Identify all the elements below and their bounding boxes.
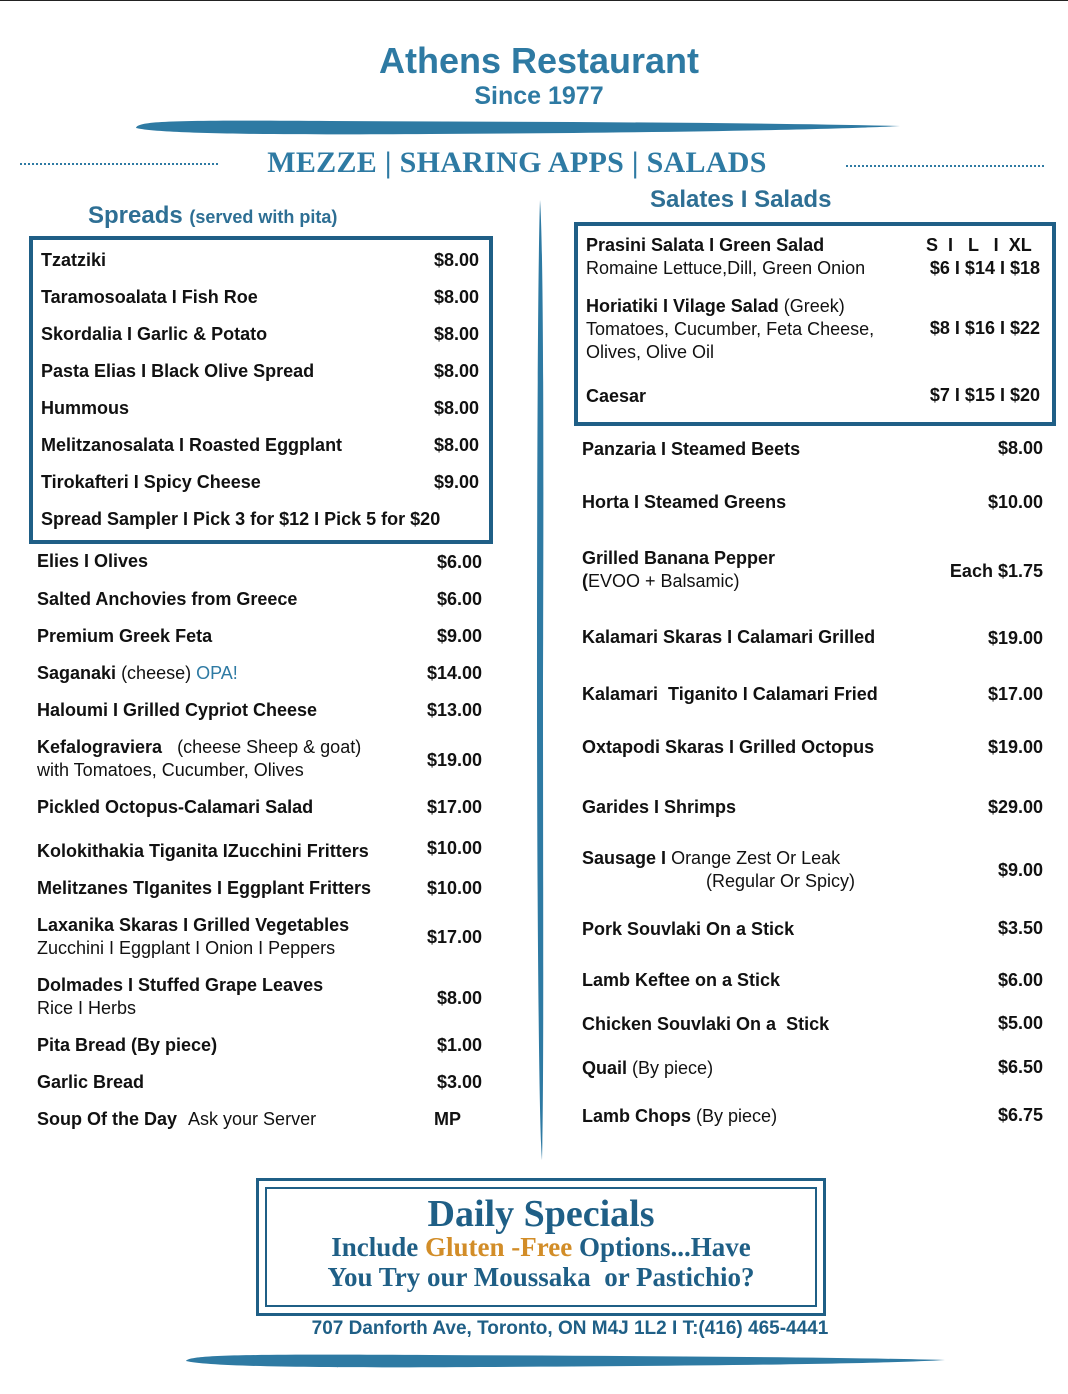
salad-sizes: S I L I XL: [926, 235, 1032, 255]
menu-item-price: $19.00: [987, 628, 1043, 648]
menu-item-price: $3.00: [436, 1072, 482, 1092]
spreads-note: (served with pita): [189, 207, 338, 227]
dotted-rule-right: [846, 165, 1044, 167]
menu-item-extra: OPA!: [196, 663, 238, 683]
menu-item-desc: (Regular Or Spicy): [706, 871, 856, 891]
menu-item-price: $13.00: [426, 700, 482, 720]
menu-item-desc: Zucchini I Eggplant I Onion I Peppers: [37, 938, 336, 958]
menu-item-note: Ask your Server: [188, 1109, 317, 1129]
menu-item-desc: EVOO + Balsamic): [588, 571, 740, 591]
gluten-free-highlight: Gluten -Free: [425, 1232, 573, 1262]
daily-specials-line1: [256, 1232, 826, 1263]
salad-horiatiki: [586, 295, 874, 364]
menu-item-sausage: [582, 847, 840, 870]
menu-item-quail: [582, 1057, 713, 1080]
menu-item-desc: Rice I Herbs: [37, 998, 137, 1018]
menu-item-price: $8.00: [433, 250, 479, 270]
menu-item-price: $19.00: [987, 737, 1043, 757]
menu-item-price: $9.00: [436, 626, 482, 646]
menu-item-soup: [37, 1108, 316, 1131]
menu-item-laxanika: [37, 914, 349, 960]
specials-text: Options...Have: [572, 1232, 751, 1262]
menu-item-name: Kolokithakia Tiganita IZucchini Fritters: [37, 841, 369, 861]
menu-item-name: Pasta Elias I Black Olive Spread: [41, 361, 315, 381]
menu-item-name: Kefalograviera: [37, 737, 163, 757]
menu-item-name: Skordalia I Garlic & Potato: [41, 324, 268, 344]
menu-item-desc: with Tomatoes, Cucumber, Olives: [37, 760, 304, 780]
spreads-box: [29, 236, 493, 544]
spreads-heading: [88, 202, 337, 230]
menu-item-price: $6.00: [997, 970, 1043, 990]
menu-item-price: $8.00: [433, 324, 479, 344]
menu-item-name: Horta I Steamed Greens: [582, 492, 787, 512]
menu-item-price: $8.00: [433, 435, 479, 455]
menu-item-name: Melitzanosalata I Roasted Eggplant: [41, 435, 343, 455]
menu-item-name: Taramosoalata I Fish Roe: [41, 287, 258, 307]
menu-item-price: $8.00: [433, 398, 479, 418]
menu-item-note: (By piece): [696, 1106, 778, 1126]
menu-item-name: Kalamari Tiganito I Calamari Fried: [582, 684, 878, 704]
menu-item-price: $8.00: [433, 361, 479, 381]
menu-item-name: Quail: [582, 1058, 628, 1078]
menu-item-price: $6 I $14 I $18: [929, 258, 1040, 278]
daily-specials-line2: You Try our Moussaka or Pastichio?: [327, 1262, 755, 1292]
menu-item-name: Prasini Salata I Green Salad: [586, 235, 825, 255]
menu-item-price: $6.00: [436, 589, 482, 609]
menu-item-price: $9.00: [997, 860, 1043, 880]
restaurant-name: Athens Restaurant: [378, 40, 700, 81]
menu-item-price: $14.00: [426, 663, 482, 683]
menu-item-price: $8 I $16 I $22: [929, 318, 1040, 338]
menu-item-kefalograviera: [37, 736, 361, 782]
menu-item-name: Chicken Souvlaki On a Stick: [582, 1014, 830, 1034]
daily-specials-title: Daily Specials: [427, 1193, 655, 1235]
menu-item-name: Pork Souvlaki On a Stick: [582, 919, 795, 939]
menu-item-name: Salted Anchovies from Greece: [37, 589, 298, 609]
menu-item-price: $8.00: [436, 988, 482, 1008]
menu-item-price: $10.00: [987, 492, 1043, 512]
menu-item-desc: Romaine Lettuce,Dill, Green Onion: [586, 258, 866, 278]
menu-item-note: (cheese): [121, 663, 192, 683]
restaurant-address: 707 Danforth Ave, Toronto, ON M4J 1L2 I T:(416) 465-4441: [311, 1318, 829, 1339]
since-year: Since 1977: [474, 82, 604, 110]
menu-item-name: Haloumi I Grilled Cypriot Cheese: [37, 700, 318, 720]
menu-item-lamb-chops: [582, 1105, 777, 1128]
salads-heading: Salates I Salads: [650, 186, 832, 213]
menu-item-price: $17.00: [987, 684, 1043, 704]
menu-item-price: $9.00: [433, 472, 479, 492]
menu-item-note: Orange Zest Or Leak: [671, 848, 841, 868]
menu-item-price: $8.00: [997, 438, 1043, 458]
menu-item-name: Tzatziki: [41, 250, 107, 270]
brush-stroke-top: [130, 118, 910, 138]
menu-item-name: Hummous: [41, 398, 130, 418]
menu-item-price: $6.00: [436, 552, 482, 572]
menu-item-price: $6.75: [997, 1105, 1043, 1125]
menu-item-banana: [582, 547, 775, 593]
menu-item-name: Panzaria I Steamed Beets: [582, 439, 801, 459]
menu-item-saganaki: [37, 662, 238, 685]
menu-item-paren: (: [582, 571, 588, 591]
sausage-desc-wrap: [706, 870, 855, 893]
menu-item-price: $17.00: [426, 927, 482, 947]
menu-item-price: $29.00: [987, 797, 1043, 817]
menu-item-name: Tirokafteri I Spicy Cheese: [41, 472, 261, 492]
menu-item-name: Elies I Olives: [37, 551, 149, 571]
menu-item-name: Lamb Keftee on a Stick: [582, 970, 781, 990]
menu-item-name: Sausage I: [582, 848, 667, 868]
menu-item-price: $7 I $15 I $20: [929, 385, 1040, 405]
menu-item-name: Garlic Bread: [37, 1072, 145, 1092]
menu-item-name: Soup Of the Day: [37, 1109, 178, 1129]
menu-item-name: Kalamari Skaras I Calamari Grilled: [582, 627, 876, 647]
menu-item-note: (Greek): [783, 296, 845, 316]
menu-item-note: (By piece): [632, 1058, 714, 1078]
top-border-line: [0, 0, 1068, 1]
brush-stroke-bottom: [180, 1352, 950, 1370]
menu-item-price: $1.00: [436, 1035, 482, 1055]
menu-item-price: MP: [434, 1109, 461, 1129]
menu-item-name: Caesar: [586, 386, 647, 406]
vertical-brush-divider: [534, 200, 548, 1165]
spread-sampler: Spread Sampler I Pick 3 for $12 I Pick 5 for $20: [41, 509, 441, 529]
spreads-title: Spreads: [88, 202, 183, 229]
menu-item-desc: Tomatoes, Cucumber, Feta Cheese,: [586, 319, 875, 339]
menu-item-name: Oxtapodi Skaras I Grilled Octopus: [582, 737, 875, 757]
menu-item-price: $8.00: [433, 287, 479, 307]
menu-item-name: Saganaki: [37, 663, 117, 683]
menu-item-name: Laxanika Skaras I Grilled Vegetables: [37, 915, 350, 935]
specials-text: Include: [331, 1232, 426, 1262]
menu-item-name: Pickled Octopus-Calamari Salad: [37, 797, 314, 817]
menu-item-name: Garides I Shrimps: [582, 797, 737, 817]
menu-item-price: $10.00: [426, 838, 482, 858]
menu-item-price: $10.00: [426, 878, 482, 898]
menu-item-name: Pita Bread (By piece): [37, 1035, 218, 1055]
section-heading: MEZZE | SHARING APPS | SALADS: [267, 146, 767, 179]
menu-item-name: Melitzanes TIganites I Eggplant Fritters: [37, 878, 372, 898]
menu-item-desc: Olives, Olive Oil: [586, 342, 715, 362]
menu-item-dolmades: [37, 974, 323, 1020]
salad-green: [586, 234, 865, 280]
menu-item-note: (cheese Sheep & goat): [177, 737, 362, 757]
menu-item-name: Grilled Banana Pepper: [582, 548, 776, 568]
menu-item-name: Horiatiki I Vilage Salad: [586, 296, 779, 316]
menu-item-price: $5.00: [997, 1013, 1043, 1033]
menu-item-price: Each $1.75: [949, 561, 1043, 581]
menu-item-name: Premium Greek Feta: [37, 626, 213, 646]
menu-item-price: $17.00: [426, 797, 482, 817]
menu-item-name: Dolmades I Stuffed Grape Leaves: [37, 975, 324, 995]
menu-item-price: $19.00: [426, 750, 482, 770]
menu-item-price: $6.50: [997, 1057, 1043, 1077]
menu-item-price: $3.50: [997, 918, 1043, 938]
menu-item-name: Lamb Chops: [582, 1106, 692, 1126]
